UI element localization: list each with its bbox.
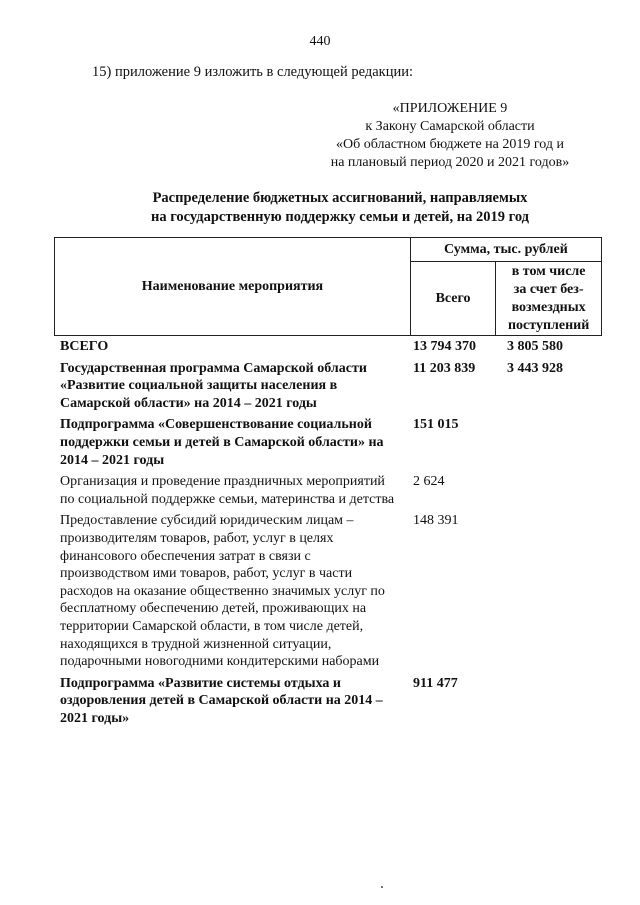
title-line-1: Распределение бюджетных ассигнований, направляемых	[152, 190, 528, 206]
row-gratuitous: 3 805 580	[507, 339, 563, 354]
table-row	[60, 338, 605, 356]
table-row	[60, 473, 605, 508]
row-name: Государственная программа Самарской области «Развитие социальной защиты населения в Самарской области» на 2014 – 2021 годы	[60, 360, 367, 411]
header-including-column	[496, 262, 602, 336]
header-including-line-2: за счет без-	[513, 281, 584, 297]
row-name: Подпрограмма «Совершенствование социальной поддержки семьи и детей в Самарской области» на 2014 – 2021 годы	[60, 417, 384, 468]
appendix-line-1: «ПРИЛОЖЕНИЕ 9	[392, 101, 508, 116]
table-body	[60, 338, 605, 731]
table-header	[54, 237, 602, 336]
row-total: 148 391	[413, 513, 459, 529]
table-row	[60, 675, 605, 728]
row-gratuitous: 3 443 928	[507, 360, 563, 376]
header-including-line-1: в том числе	[511, 263, 586, 279]
table-row	[60, 512, 605, 670]
row-total: 11 203 839	[413, 360, 476, 376]
intro-text: 15) приложение 9 изложить в следующей редакции:	[92, 64, 414, 80]
appendix-line-2: к Закону Самарской области	[365, 119, 535, 134]
row-name: ВСЕГО	[60, 339, 109, 354]
header-including-line-4: поступлений	[507, 317, 590, 333]
row-name: Предоставление субсидий юридическим лицам – производителям товаров, работ, услуг в целях финансового обеспечения затрат в связи с производством ими товаров, работ, услуг в части расходов на оказание общественно значимых услуг по бесплатному обеспечению детей, проживающих на территории Самарской области, в том числе детей, находящихся в трудной жизненной ситуации, подарочными новогодними кондитерскими наборами	[60, 513, 385, 670]
header-sum-column: Сумма, тыс. рублей	[410, 238, 601, 262]
row-name: Подпрограмма «Развитие системы отдыха и оздоровления детей в Самарской области на 2014 –2021 годы»	[60, 675, 383, 726]
scan-speck	[381, 886, 383, 888]
row-total: 2 624	[413, 474, 445, 490]
page-number: 440	[309, 34, 331, 49]
row-total: 151 015	[413, 417, 459, 433]
table-row	[60, 360, 605, 413]
header-including-line-3: возмездных	[511, 299, 586, 315]
header-name-column: Наименование мероприятия	[55, 238, 411, 336]
title-line-2: на государственную поддержку семьи и детей, на 2019 год	[150, 209, 530, 225]
appendix-line-4: на плановый период 2020 и 2021 годов»	[330, 155, 570, 170]
row-name: Организация и проведение праздничных мероприятий по социальной поддержке семьи, материнства и детства	[60, 474, 395, 507]
appendix-header	[300, 100, 600, 172]
row-total: 13 794 370	[413, 339, 476, 354]
document-title	[60, 189, 620, 227]
header-total-column: Всего	[410, 262, 495, 336]
row-total: 911 477	[413, 675, 458, 691]
table-row	[60, 416, 605, 469]
appendix-line-3: «Об областном бюджете на 2019 год и	[336, 137, 564, 152]
